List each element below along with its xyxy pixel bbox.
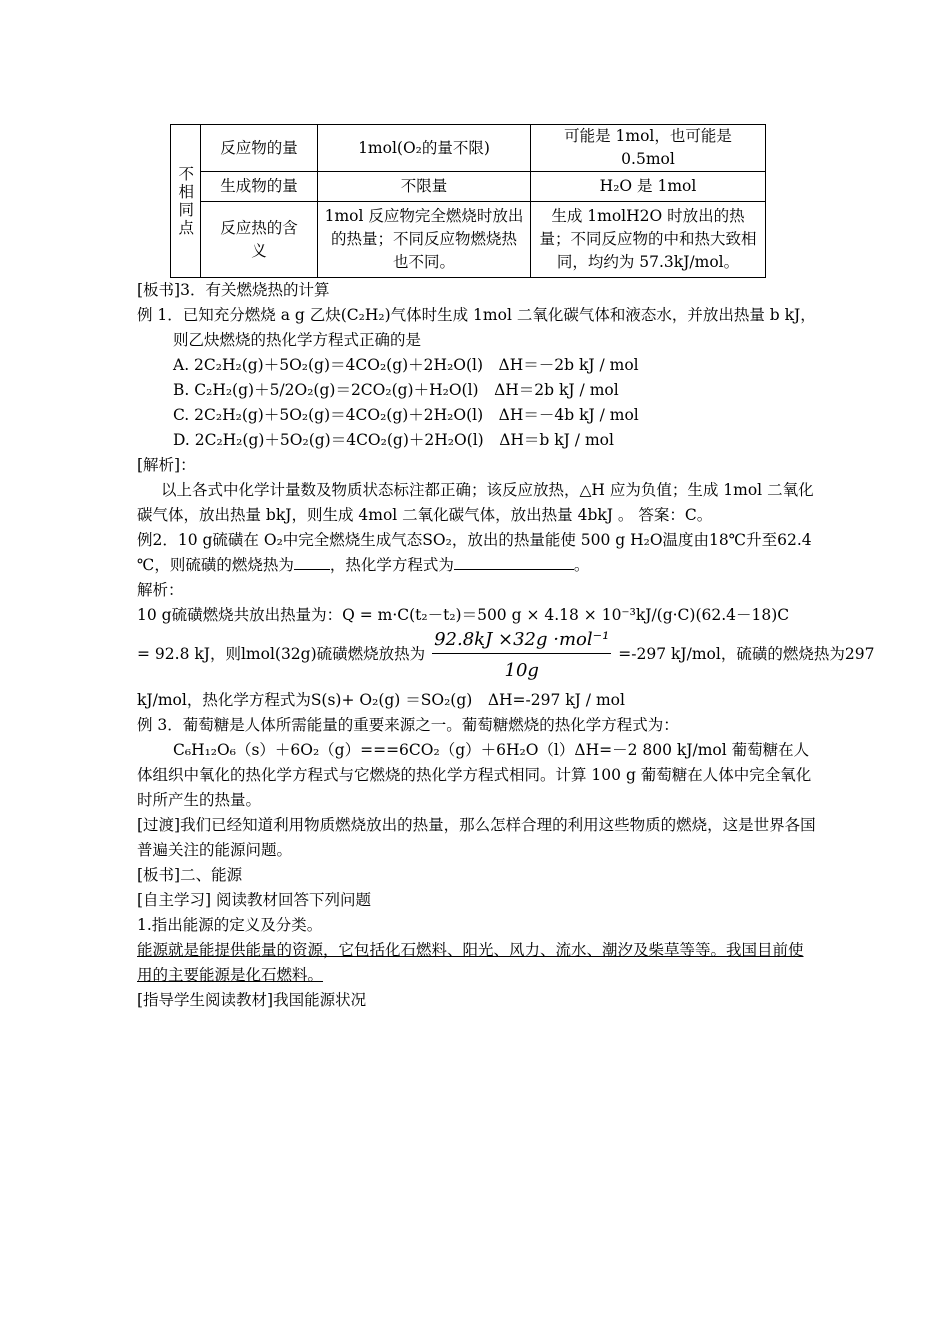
row-label: 反应热的含义	[201, 202, 318, 278]
example3-question: 例 3．葡萄糖是人体所需能量的重要来源之一。葡萄糖燃烧的热化学方程式为：	[137, 716, 679, 734]
document-page	[137, 124, 875, 1013]
example1-question: 例 1．已知充分燃烧 a g 乙炔(C₂H₂)气体时生成 1mol 二氧化碳气体和液态水，并放出热量 b kJ，	[137, 306, 816, 324]
example2-question: 例2．10 g硫磺在 O₂中完全燃烧生成气态SO₂，放出的热量能使 500 g H₂O温度由18℃升至62.4	[137, 531, 812, 549]
comparison-table	[170, 124, 766, 278]
analysis-label: 解析：	[137, 581, 184, 599]
option-b: B. C₂H₂(g)＋5/2O₂(g)＝2CO₂(g)＋H₂O(l) ΔH＝2b kJ / mol	[173, 381, 619, 399]
blank-underline	[294, 555, 330, 570]
calc-line-1: 10 g硫磺燃烧共放出热量为：Q = m·C(t₂－t₂)＝500 g × 4.18 × 10⁻³kJ/(g·C)(62.4－18)C	[137, 606, 790, 624]
example1-answer: 以上各式中化学计量数及物质状态标注都正确；该反应放热，△H 应为负值；生成 1mol 二氧化碳气体，放出热量 bkJ，则生成 4mol 二氧化碳气体，放出热量 4bkJ 。 答案：C。	[137, 481, 814, 524]
option-c: C. 2C₂H₂(g)＋5O₂(g)＝4CO₂(g)＋2H₂O(l) ΔH＝－4b kJ / mol	[173, 406, 639, 424]
analysis-label: [解析]：	[137, 456, 196, 474]
table-cell: 1mol(O₂的量不限)	[318, 125, 531, 172]
section-heading: [板书]3．有关燃烧热的计算	[137, 281, 330, 299]
table-cell: 可能是 1mol，也可能是 0.5mol	[531, 125, 766, 172]
row-label: 反应物的量	[201, 125, 318, 172]
question-1: 1.指出能源的定义及分类。	[137, 916, 323, 934]
section-heading: [板书]二、能源	[137, 866, 243, 884]
example1-question-cont: 则乙炔燃烧的热化学方程式正确的是	[173, 331, 422, 349]
calc-line-2: = 92.8 kJ，则lmol(32g)硫磺燃烧放热为 $\frac{\text{92.8kJ ×32g ·mol⁻¹}}{10g}$ =-297 kJ/mol，硫磺的燃烧热为297	[137, 628, 875, 681]
self-study-label: [自主学习] 阅读教材回答下列问题	[137, 891, 372, 909]
table-cell: 不限量	[318, 172, 531, 202]
option-a: A. 2C₂H₂(g)＋5O₂(g)＝4CO₂(g)＋2H₂O(l) ΔH＝－2b kJ / mol	[173, 356, 639, 374]
guide-text: [指导学生阅读教材]我国能源状况	[137, 991, 367, 1009]
underlined-answer: 能源就是能提供能量的资源，它包括化石燃料、阳光、风力、流水、潮汐及柴草等等。我国目前使用的主要能源是化石燃料。	[137, 941, 804, 984]
example3-body: C₆H₁₂O₆（s）＋6O₂（g）===6CO₂（g）＋6H₂O（l）ΔH=－2 800 kJ/mol 葡萄糖在人体组织中氧化的热化学方程式与它燃烧的热化学方程式相同。计算 100 g 葡萄糖在人体中完全氧化时所产生的热量。	[137, 741, 812, 809]
transition-text: [过渡]我们已经知道利用物质燃烧放出的热量，那么怎样合理的利用这些物质的燃烧，这是世界各国普遍关注的能源问题。	[137, 816, 816, 859]
blank-underline	[454, 555, 574, 570]
example2-question-cont: ℃，则硫磺的燃烧热为 ，热化学方程式为 。	[137, 556, 590, 574]
option-d: D. 2C₂H₂(g)＋5O₂(g)＝4CO₂(g)＋2H₂O(l) ΔH＝b kJ / mol	[173, 431, 614, 449]
table-cell: 1mol 反应物完全燃烧时放出的热量；不同反应物燃烧热也不同。	[318, 202, 531, 278]
table-cell: 生成 1molH2O 时放出的热量；不同反应物的中和热大致相同，均约为 57.3kJ/mol。	[531, 202, 766, 278]
calc-line-3: kJ/mol，热化学方程式为S(s)+ O₂(g) ＝SO₂(g) ΔH=-297 kJ / mol	[137, 691, 625, 709]
fraction: $\frac{\text{92.8kJ ×32g ·mol⁻¹}}{10g}$	[434, 628, 610, 681]
row-label: 生成物的量	[201, 172, 318, 202]
table-cell: H₂O 是 1mol	[531, 172, 766, 202]
side-label: 不相同点	[171, 125, 201, 278]
